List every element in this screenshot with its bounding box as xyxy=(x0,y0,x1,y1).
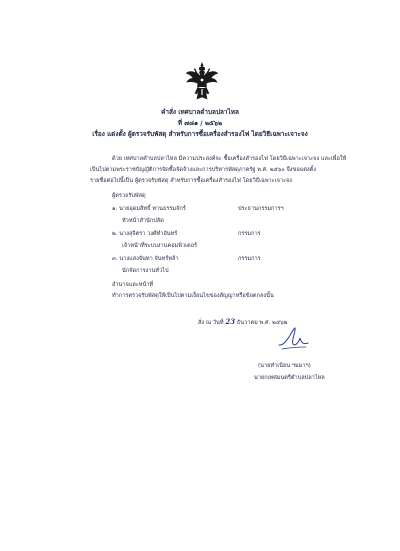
date-day: 23 xyxy=(225,317,236,326)
order-subject: เรื่อง แต่งตั้ง ผู้ตรวจรับพัสดุ สำหรับการซื้อเครื่องสำรองไฟ ไดยวิธีเฉพาะเจาะจง xyxy=(92,130,308,138)
committee-heading: ผู้ตรวจรับพัสดุ xyxy=(112,193,146,199)
member-title: เจ้าหน้าที่ระบบงานคอมพิวเตอร์ xyxy=(122,243,198,249)
date-suffix: ธันวาคม พ.ศ. ๒๕๖๒ xyxy=(236,320,288,326)
member-title: นักจัดการงานทั่วไป xyxy=(122,268,169,274)
member-role: กรรมการ xyxy=(238,256,261,262)
duty-text: ทำการตรวจรับพัสดุให้เป็นไปตามเงื่อนไขของสัญญาหรือข้อตกลงนั้น xyxy=(112,293,274,299)
duty-heading: อำนาจและหน้าที่ xyxy=(112,282,154,288)
signer-position: นายกเทศมนตรีตำบลปลาไหล xyxy=(254,375,325,381)
garuda-emblem-icon xyxy=(185,62,219,100)
paragraph-line-3: รายชื่อต่อไปนี้เป็น ผู้ตรวจรับพัสดุ สำหรับการซื้อเครื่องสำรองไฟ โดยวิธีเฉพาะเจาะจง xyxy=(90,178,293,184)
paragraph-line-1: ด้วย เทศบาลตำบลปลาไหล มีความประสงค์จะ ซื้อเครื่องสำรองไฟ โดยวิธีเฉพาะเจาะจง และเพื่อให้ xyxy=(112,156,347,162)
order-title: คำสั่ง เทศบาลตำบลปลาไหล xyxy=(161,108,239,116)
member-name: ๒. นางสุจิตรา วงศ์ทำอันทร์ xyxy=(112,231,178,237)
handwritten-signature-icon xyxy=(276,326,310,352)
member-title: หัวหน้าสำนักปลัด xyxy=(122,218,164,224)
paragraph-line-2: เป็นไปตามพระราชบัญญัติการจัดซื้อจัดจ้างและการบริหารพัสดุภาครัฐ พ.ศ. ๒๕๖๐ จึงขอแต่งตั้ง xyxy=(90,167,317,173)
order-date xyxy=(198,317,287,327)
member-name: ๑. นายอุดมสิทธิ์ ทานธรรมจักร์ xyxy=(112,206,186,212)
member-role: กรรมการ xyxy=(238,231,261,237)
date-prefix: สั่ง ณ วันที่ xyxy=(198,320,224,326)
member-role: ประธานกรรมการฯ xyxy=(238,206,284,212)
signer-name: (นายทำเนียน ฯมมาฯ) xyxy=(258,363,311,369)
member-name: ๓. นางแสงจันทา จันทร์หล้า xyxy=(112,256,179,262)
order-number: ที่ ๗๘๑ / ๒๕๖๒ xyxy=(177,119,223,127)
